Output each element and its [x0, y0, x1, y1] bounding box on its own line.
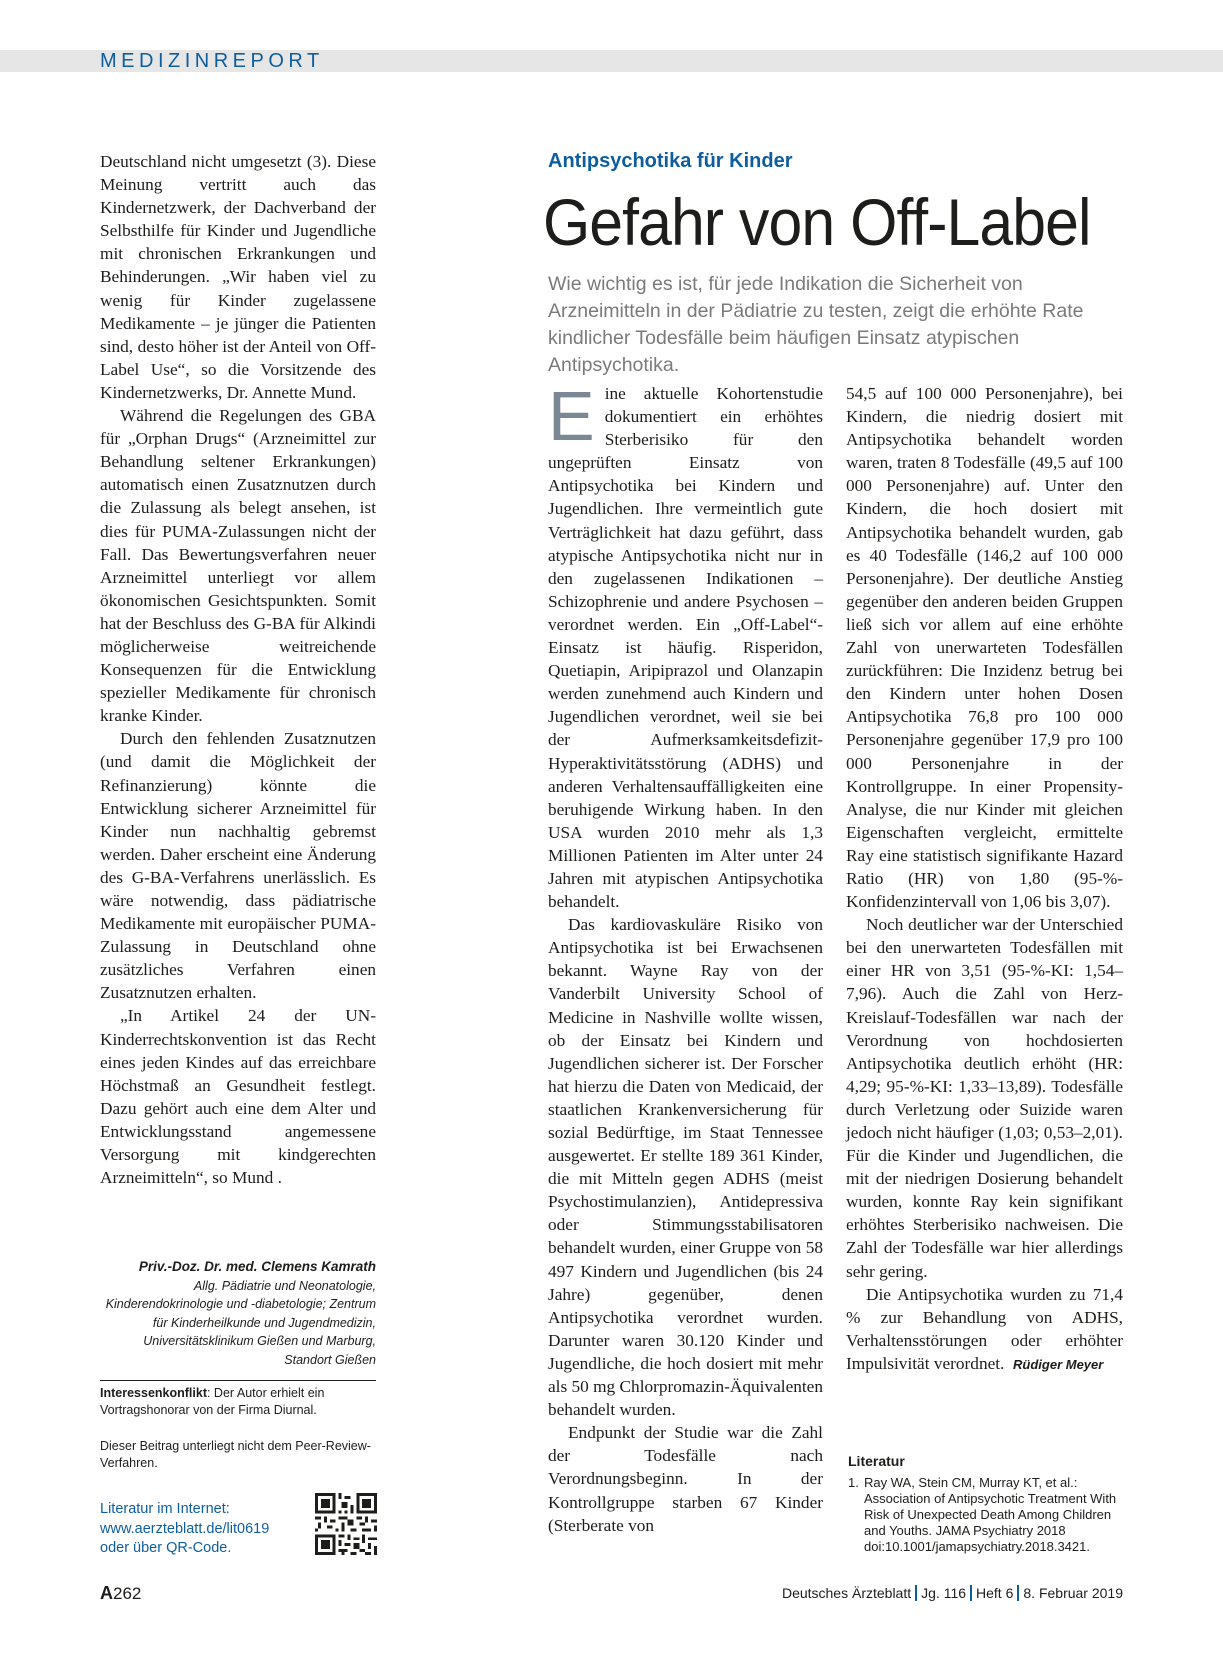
literature-text: Ray WA, Stein CM, Murray KT, et al.: Association of Antipsychotic Treatment With Risk of Unexpected Death Among Children and Youths. JAMA Psychiatry 2018 doi:10.1001/jamapsychiatry.2018.3421.: [864, 1475, 1117, 1554]
conflict-divider: [100, 1380, 376, 1381]
left-paragraph: „In Artikel 24 der UN-Kinderrechtskonvention ist das Recht eines jeden Kindes auf das erreichbare Höchstmaß an Gesundheit festlegt. Dazu gehört auch eine dem Alter und Entwicklungsstand angemessene Versorgung mit kindgerechten Arzneimitteln“, so Mund .: [100, 1006, 376, 1188]
article-paragraph: Das kardiovaskuläre Risiko von Antipsychotika ist bei Erwachsenen bekannt. Wayne Ray von der Vanderbilt University School of Medicine in Nashville wollte wissen, ob der Einsatz bei Kindern und Jugendlichen sicherer ist. Der Forscher hat hierzu die Daten von Medicaid, der staatlichen Krankenversicherung für sozial Bedürftige, im Staat Tennessee ausgewertet. Er stellte 189 361 Kinder, die mit Mitteln gegen ADHS (meist Psychostimulanzien), Antidepressiva oder Stimmungsstabilisatoren behandelt wurden, einer Gruppe von 58 497 Kindern und Jugendlichen (bis 24 Jahre) gegenüber, denen Antipsychotika verordnet wurden. Darunter waren 30.120 Kinder und Jugendliche, die hoch dosiert mit mehr als 50 mg Chlorpromazin-Äquivalenten behandelt wurden.: [548, 915, 823, 1420]
conflict-title: Interessenkonflikt: [100, 1386, 207, 1400]
left-column: [100, 150, 376, 1189]
literature-internet-label: Literatur im Internet:: [100, 1501, 230, 1517]
qr-code-icon[interactable]: [315, 1493, 377, 1555]
article-paragraph: [846, 1283, 1123, 1376]
separator: [915, 1585, 917, 1601]
article-lead: Wie wichtig es ist, für jede Indikation die Sicherheit von Arzneimitteln in der Pädiatrie zu testen, zeigt die erhöhte Rate kindlicher Todesfälle beim häufigen Einsatz atypischen Antipsychotika.: [548, 273, 1084, 376]
dropcap: E: [548, 377, 595, 455]
left-paragraph: Deutschland nicht umgesetzt (3). Diese Meinung vertritt auch das Kindernetzwerk, der Dachverband der Selbsthilfe für Kinder und Jugendliche mit chronischen Erkrankungen und Behinderungen. „Wir haben viel zu wenig für Kinder zugelassene Medikamente – je jünger die Patienten sind, desto höher ist der Anteil von Off-Label Use“, so die Vorsitzende des Kindernetzwerks, Dr. Annette Mund.: [100, 152, 376, 402]
literature-internet-link[interactable]: www.aerzteblatt.de/lit0619: [100, 1520, 270, 1537]
literature-internet: [100, 1500, 300, 1559]
conflict-of-interest: [100, 1385, 376, 1419]
article-kicker: Antipsychotika für Kinder: [548, 150, 793, 172]
article-paragraph-text: ine aktuelle Kohortenstudie dokumentiert ein erhöhtes Sterberisiko für den ungeprüften Einsatz von Antipsychotika bei Kindern und Jugendlichen. Ihre vermeintlich gute Verträglichkeit hat dazu geführt, dass atypische Antipsychotika nicht nur in den zugelassenen Indikationen – Schizophrenie und andere Psychosen – verordnet werden. Ein „Off-Label“-Einsatz ist häufig. Risperidon, Quetiapin, Aripiprazol und Olanzapin werden zunehmend auch Kindern und Jugendlichen verordnet, weil sie bei der Aufmerksamkeitsdefizit-Hyperaktivitätsstörung (ADHS) und anderen Verhaltensauffälligkeiten eine beruhigende Wirkung haben. In den USA wurden 2010 mehr als 1,3 Millionen Patienten im Alter unter 24 Jahren mit atypischen Antipsychotika behandelt.: [548, 384, 823, 912]
conflict-text: : Der Autor erhielt ein Vortragshonorar von der Firma Diurnal.: [100, 1386, 325, 1417]
literature-internet-qr-hint: oder über QR-Code.: [100, 1540, 232, 1556]
journal-date: 8. Februar 2019: [1023, 1585, 1123, 1601]
left-paragraph: Durch den fehlenden Zusatznutzen (und damit die Möglichkeit der Refinanzierung) könnte die Entwicklung sicherer Arzneimittel für Kinder nun nachhaltig gebremst werden. Daher erscheint eine Änderung des G-BA-Verfahrens unerlässlich. Es wäre notwendig, dass pädiatrische Medikamente mit europäischer PUMA-Zulassung in Deutschland ohne zusätzliches Verfahren einen Zusatznutzen erhalten.: [100, 729, 376, 1003]
article-paragraph: [548, 377, 823, 913]
page-number: [100, 1583, 141, 1604]
literature-number: 1.: [848, 1475, 859, 1490]
author-name: Priv.-Doz. Dr. med. Clemens Kamrath: [138, 1259, 376, 1274]
right-column: [846, 382, 1123, 1376]
literature-list: [848, 1475, 1118, 1555]
section-label: MEDIZINREPORT: [100, 50, 324, 72]
journal-issue: Heft 6: [976, 1585, 1014, 1601]
literature-heading: Literatur: [848, 1453, 905, 1469]
separator: [1017, 1585, 1019, 1601]
author-block: [100, 1258, 376, 1369]
article-paragraph-text: Die Antipsychotika wurden zu 71,4 % zur Behandlung von ADHS, Verhaltensstörungen oder erhöhter Impulsivität verordnet.: [846, 1284, 1123, 1373]
article-paragraph: Noch deutlicher war der Unterschied bei den unerwarteten Todesfällen mit einer HR von 3,51 (95-%-KI: 1,54–7,96). Auch die Zahl von Herz-Kreislauf-Todesfällen war nach der Verordnung von hochdosierten Antipsychotika deutlich erhöht (HR: 4,29; 95-%-KI: 1,33–13,89). Todesfälle durch Verletzung oder Suizide waren jedoch nicht häufiger (1,03; 0,53–2,01). Für die Kinder und Jugendlichen, die mit der niedrigen Dosierung behandelt wurden, konnte Ray kein signifikant erhöhtes Sterberisiko nachweisen. Die Zahl der Todesfälle war hier allerdings sehr gering.: [846, 915, 1123, 1281]
article-paragraph: 54,5 auf 100 000 Personenjahre), bei Kindern, die niedrig dosiert mit Antipsychotika behandelt worden waren, traten 8 Todesfälle (49,5 auf 100 000 Personenjahre) auf. Unter den Kindern, die hoch dosiert mit Antipsychotika behandelt wurden, gab es 40 Todesfälle (146,2 auf 100 000 Personenjahre). Der deutliche Anstieg gegenüber den anderen beiden Gruppen ließ sich vor allem auf eine erhöhte Zahl von unerwarteten Todesfällen zurückführen: Die Inzidenz betrug bei den Kindern unter hohen Dosen Antipsychotika 76,8 pro 100 000 Personenjahre gegenüber 17,9 pro 100 000 Personenjahre in der Kontrollgruppe. In einer Propensity-Analyse, die nur Kinder mit gleichen Eigenschaften vergleicht, ermittelte Ray eine statistisch signifikante Hazard Ratio (HR) von 1,80 (95-%-Konfidenzintervall von 1,06 bis 3,07).: [846, 384, 1123, 912]
article-paragraph: Endpunkt der Studie war die Zahl der Todesfälle nach Verordnungsbeginn. In der Kontrollgruppe starben 67 Kinder (Sterberate von: [548, 1423, 823, 1535]
left-paragraph: Während die Regelungen des GBA für „Orphan Drugs“ (Arzneimittel zur Behandlung seltener Erkrankungen) automatisch einen Zusatznutzen durch die Zulassung als belegt ansehen, ist dies für PUMA-Zulassungen nicht der Fall. Das Bewertungsverfahren neuer Arzneimittel unterliegt vor allem ökonomischen Gesichtspunkten. Somit hat der Beschluss des G-BA für Alkindi möglicherweise weitreichende Konsequenzen für die Entwicklung spezieller Medikamente für chronisch kranke Kinder.: [100, 406, 376, 726]
journal-volume: Jg. 116: [921, 1585, 967, 1601]
page-number-value: 262: [113, 1584, 142, 1603]
journal-name: Deutsches Ärzteblatt: [781, 1585, 912, 1601]
article-signature: Rüdiger Meyer: [1013, 1356, 1104, 1372]
literature-item: [848, 1475, 1118, 1555]
author-affiliation: Allg. Pädiatrie und Neonatologie, Kinderendokrinologie und -diabetologie; Zentrum für Kinderheilkunde und Jugendmedizin, Universitätsklinikum Gießen und Marburg, Standort Gießen: [105, 1278, 376, 1367]
article-headline: Gefahr von Off-Label: [543, 185, 1091, 259]
journal-info: [782, 1585, 1123, 1601]
middle-column: [548, 377, 823, 1537]
page-prefix: A: [100, 1583, 113, 1603]
separator: [970, 1585, 972, 1601]
peer-review-note: Dieser Beitrag unterliegt nicht dem Peer-Review-Verfahren.: [100, 1439, 371, 1470]
